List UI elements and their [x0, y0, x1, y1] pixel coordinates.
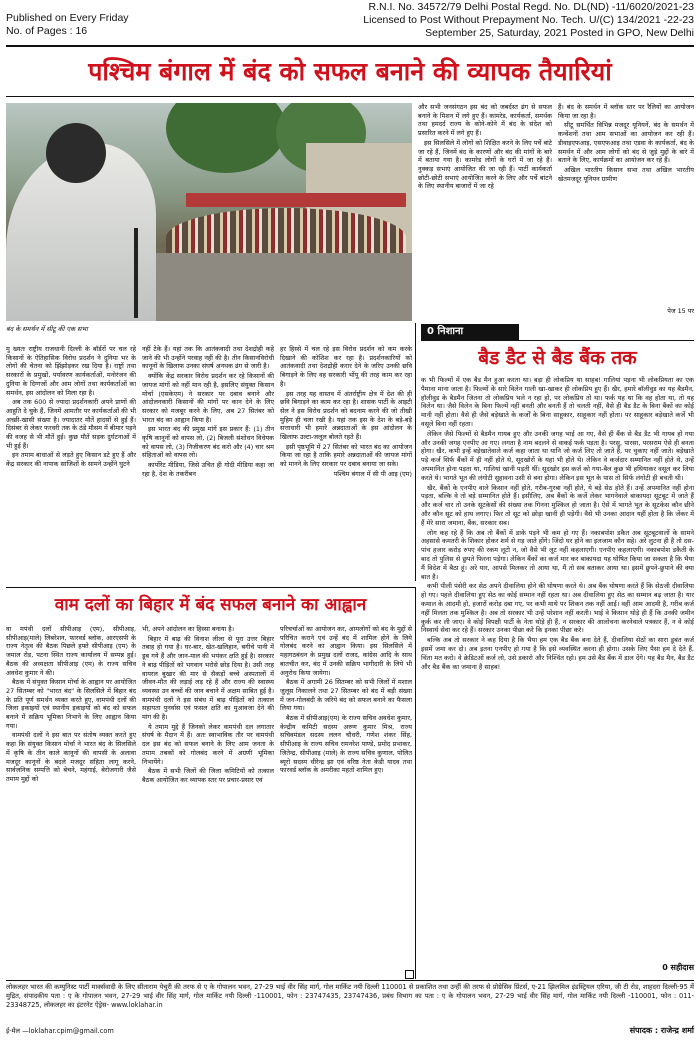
second-column-2 — [142, 625, 274, 975]
column-para: लेकिन जैसे फिल्मों से बैडमैन गायब हुए और उनकी जगह भाई आ गए, वैसे ही बैंक से बैड डैट भी गायब हो गया और उनकी जगह एनपीए आ गए। लगता है नाम बदलने से वाकई फर्क पड़ता है। परसु, पारसा, परसराम ऐसे ही बनता होगा। खैर, कभी इन्हें बड़ेखातेवाले कर्ज कहा जाता था यानि जो कर्ज लिए तो जाते हैं, पर चुकाए नहीं जाते। बड़ेखाते पड़े कर्ज सिर्फ बैंकों में ही नहीं होते थे, सूदखोरों के यहां भी होते थे। लेकिन वे कर्जदार सम्मानित नहीं होते थे, उन्हें अपमानित होना पड़ता था, गालियां खानी पड़ती थीं। सूदखोर इस कर्ज को गया-बैल कुछ भी हथियाकर वसूल कर लिया करते थे। भागते भूत की लंगोटी सुहावना उसी से बना होगा। लेकिन इस भूत के पास तो सिर्फ लंगोटी ही बचती थी। — [421, 429, 694, 482]
column-para: क भी फिल्मों में एक बैड मैन हुआ करता था। बड़ा ही लोकप्रिय था साहब! गालियां पड़ना भी लोकप्रियता का एक पैमाना माना जाता है। फिल्मों के सारे विलेन गाली खा-खाकर ही लोकप्रिय हुए हैं। खैर, हमारे बॉलीवुड का यह बैडमैन, हॉलीवुड के बैडमैन जितना तो लोकप्रिय भले न रहा हो, पर लोकप्रिय तो था। फर्क यह था कि वह होता था, तो यह विलेन था। जैसे विलेन के बिना फिल्में नहीं बनती और बनती हैं तो चलती नहीं, वैसे ही बैड डैट के बिना बैंकों का कोई मानी नहीं होता। वैसे ही जैसे बड़ेखाते के कर्जों के बिना साहूकार, साहूकार नहीं होता। पर साहूकार बड़ेखाते कर्जे भी वसूले बिना नहीं रहता। — [421, 376, 694, 428]
column-kicker: 0 निशाना — [421, 324, 519, 340]
second-col2-para: बैठक में सभी जिलों की जिला कमिटियों को तत्काल बैठक आयोजित कर व्यापक स्तर पर प्रचार-प्रसार एवं — [142, 767, 274, 784]
lead-col3-para: इस तरह यह वास्तव में अंतर्राष्ट्रीय क्षेत्र में देश की ही छवि बिगाड़ने का काम कर रहा है। शासक पार्टी के आइटी सेल ने इस विरोध प्रदर्शन को बदनाम करने की जो तीखी मुहिम ही चला रखी है। यहां तक इस के देश के बड़े-बड़े सत्ताधारी भी हमारे अन्नदाताओं के इस आंदोलन के खिलाफ उल्टा-जलूल बोलते रहते हैं। — [280, 389, 412, 442]
issue-date: September 25, Saturday, 2021 Posted in GPO, New Delhi — [425, 27, 694, 39]
column-para: लोग कह रहे हैं कि अब तो बैंकों में डाके पड़ने भी कम हो गए हैं। नकाबपोश डकैत अब सूटबूटवालों के सामने अहसासे कमतरी के शिकार होकर शर्म से गड़ जाते होंगे। जिंदो घर होने का इलजाम कौन सहे। अरे लुटना ही है तो दस-पांच हजार करोड़ रुपए की रकम लूटो न, जो वैसे भी लूट नहीं कहलाएगी। एनपीए कहलाएगी। नकाबपोश डकैती के बाद तो पुलिस से छुपते फिरना पड़ेगा। लेकिन बैंकों का कर्ज मार कर बाकायदा यह घोषित किया जा सकता है कि भैया मैं विदेश में बैठा हूं। अरे यार, आपसे मिलकर तो आया था, मैं तो सब बताकर आया था। इसमें छुपने-छुपाने की क्या बात है। — [421, 528, 694, 581]
page-count: No. of Pages : 16 — [6, 25, 88, 37]
column-divider — [415, 323, 416, 581]
column-para: खैर, बैंकों के एनपीए वाले किसान नहीं होते, गरीब-गुरबा नहीं होते, ये बड़े सेठ होते हैं। उन्हें अपमानित नहीं होना पड़ता, बल्कि वे तो बड़े सम्मानित होते हैं। इसीलिए, अब बैंकों के कर्जे लेकर भागनेवाले बाकायदा सूटबूट में जाते हैं और कर्ज चार तो उनके सूटकेसों की संख्या तक गिनना मुश्किल हो जाता है। ऐसे में भागते भूत के सूटकेस कौन छीने और कौन सूट को हाथ लगाए। फिर तो सूट को छोड़ा खानी ही पड़ेगी। वैसे भी उनका आदान यहीं होता है कि जेंकर में हैं मेरे सारा जमाना, बैंक, सरकार सब। — [421, 483, 694, 527]
masthead-left — [6, 12, 129, 38]
lead-col4-para: इस सिलसिले में लोगों को शिक्षित करने के लिए पर्चे बांटे जा रहे हैं, जिनमें बंद के कारणों और बंद की मांगों के बारे में बताया गया है। कामरेड लोगों के घरों में जा रहे हैं। नुक्कड़ सभाएं आयोजित की जा रही हैं। पार्टी कार्यकर्ता छोटी-छोटी सभाएं आयोजित करने के लिए और पर्चे बांटने के लिए स्थानीय बाजारों में जा रहे — [418, 138, 552, 191]
speaker-head-shape — [46, 123, 106, 183]
lead-col4-para: और सभी जनसंगठन इस बंद को जबर्दस्त ढंग से सफल बनाने के मिशन में लगे हुए हैं। कामरेड, कार्यकर्ता, समर्थक तथा हमदर्द राज्य के कोने-कोने में बंद के संदेश को प्रसारित करने में लगे हुए हैं। — [418, 103, 552, 138]
column-para: कभी पीली पंसेरी कर सेठ अपने दीवालिया होने की घोषणा करते थे। अब बैंक घोषणा करते हैं कि सेठजी दीवालिया हो गए। पहले दीवालिया हुए सेठ का कोई सम्मान नहीं रहता था। अब दीवालिया हुए सेठ का सम्मान बढ़ जाता है। यार कमाल के आदमी हो, हजारों करोड़ दबा गए, पर कभी माथे पर शिकन तक नहीं आई। वहीं आम आदमी है, गरीब कर्ज नहीं मिलता तक मुश्किल है। अब तो सरकार भी उन्हें परेशान नहीं करती। भाई वे किसान थोड़े ही हैं कि उनकी जमीन कुर्क कर ली जाए। वे कोई विपक्षी पार्टी के नेता थोड़े ही हैं, न सरकार की आलोचना करनेवाले पत्रकार हैं, न वे कोई निस्वार्थ सेवा कर रहे हैं। सरकार उनका पीछा करे कि इनका पीछा करे। — [421, 582, 694, 635]
rally-photo — [6, 103, 412, 321]
second-col1-para: बैठक में संयुक्त किसान मोर्चा के आह्वान पर आयोजित 27 सितम्बर को "भारत बंद" के सिलसिले में बिहार बंद के प्रति पूर्ण समर्थन व्यक्त करते हुए, वामपंथी दलों की जिला इकाइयों एवं स्थानीय इकाइयों को बंद को सफल बनाने में सक्रिय भूमिका निभाने के लिए आह्वान किया गया। — [6, 678, 136, 730]
lead-col5-para: सीटू समर्थित विभिन्न मजदूर यूनियनें, बंद के समर्थन में कन्वेंशनों तथा आम सभाओं का आयोजन कर रही हैं। डीवाइएफआइ, एसएफआइ तथा एडवा के कार्यकर्ता, बंद के समर्थन में और आम लोगों को बंद से जुड़े मुद्दों के बारे में बताने के लिए, कार्यक्रमों का आयोजन कर रहे हैं। — [558, 121, 694, 165]
column-divider — [415, 587, 416, 979]
lead-col2-para: इस भारत बंद की प्रमुख मांगें इस प्रकार हैं: (1) तीन कृषि कानूनों को वापस लो, (2) बिजली संशोधन विधेयक को वापस लो, (3) निजीकरण बंद करो और (4) चार श्रम संहिताओं को वापस लो। — [142, 425, 274, 460]
lead-headline: पश्चिम बंगाल में बंद को सफल बनाने की व्यापक तैयारियां — [88, 57, 612, 86]
headline-divider — [6, 96, 694, 97]
second-col1-para: वामपंथी दलों ने इस बात पर संतोष व्यक्त करते हुए कहा कि संयुक्त किसान मोर्चा ने भारत बंद के सिलसिले में कृषि के तीन काले कानूनों की वापसी के अलावा मजदूर कानूनों के बदले मजदूर संहिता लागू करने, सार्वजनिक सम्पत्ति को बेचने, महंगाई, बेरोजगारी जैसे तमाम मुद्दों को — [6, 731, 136, 783]
second-col2-para: भी, अपने आंदोलन का हिस्सा बनाया है। — [142, 625, 235, 633]
column-body — [421, 376, 694, 976]
column-headline: बैड डैट से बैड बैंक तक — [478, 347, 637, 369]
second-column-3 — [280, 625, 412, 975]
lead-col1-para: इन तमाम बाधाओं से लड़ते हुए किसान डटे हुए हैं और केंद्र सरकार की नापाक साजिशों के सामने उन्होंने घुटने — [6, 451, 136, 469]
masthead-right — [363, 1, 694, 40]
lead-column-5 — [558, 103, 694, 318]
lead-col1-para: मु ख्यतः राष्ट्रीय राजधानी दिल्ली के बॉर्डरों पर चल रहे किसानों के ऐतिहासिक विरोध प्रदर्शन ने दुनिया भर के लोगों की चेतना को झिंझोड़कर रख दिया है। राष्ट्रों तथा सरकारों के प्रमुखों, पर्यावरण कार्यकर्ताओं, मनोरंजन की दुनिया के दिग्गजों और आम लोगों तथा कार्यकर्ताओं का समर्थन, इस आंदोलन को मिला रहा है। — [6, 345, 136, 397]
photo-caption: बंद के समर्थन में सीटू की एक सभा — [6, 325, 88, 333]
banner-shape — [186, 193, 406, 207]
lead-column-4 — [418, 103, 552, 318]
second-col2-para: बिहार में बाढ़ की विनाश लीला से पूरा उत्तर बिहार तबाह हो गया है। घर-बार, खेत-खलिहान, बगीचे पानी में डूब गये हैं और जान-माल की भयंकर क्षति हुई है। सरकार ने बाढ़ पीड़ितों को भगवान भरोसे छोड़ दिया है। उसी तरह वायरल बुखार की मार से सैकड़ों बच्चे अस्पतालों में जीवन-मौत की लड़ाई लड़ रहे हैं और राज्य की स्वास्थ्य व्यवस्था उन बच्चों की जान बचाने में अक्षम साबित हुई है। वामपंथी दलों ने इस संबंध में बाढ़ पीड़ितों को तत्काल सहायता पुनर्वास एवं फसल क्षति का मुआवजा देने की मांग की है। — [142, 634, 274, 722]
lead-col2-para: कार्पोरेट मीडिया, जिसे उचित ही गोदी मीडिया कहा जा रहा है, देश के तकरीबन — [142, 461, 274, 478]
column-signature: 0 सहीदास — [662, 963, 694, 972]
continued-note: पेज 15 पर — [667, 307, 694, 315]
column-para: बल्कि अब तो सरकार ने कह दिया है कि भैया हम एक बैड बैंक बना देते हैं, दीवालिया सेठों का सारा डूबंत कर्ज इसमें जमा कर दो। अब इतना एनपीए हो गया है कि इसे व्यवस्थित करना ही होगा। उसके लिए पैसा हम दे देते हैं, चिंता मत करो। वे क्रेडिटओं कर्ज लो, उसे डकारो और निश्चिंत रहो। हम उसे बैड बैंक में डाल देंगे। यह बैड मैन, बैड डैट और बैड बैंक का जमाना है साहब! — [421, 636, 694, 671]
second-column-1 — [6, 625, 136, 975]
lead-col2-para: क्योंकि केंद्र सरकार विरोध प्रदर्शन कर रहे किसानों की जायज मांगों को नहीं मान रही है, इसलिए संयुक्त किसान मोर्चा (एसकेएम) ने सरकार पर दबाव बनाने और आंदोलनकारी किसानों की मांगों पर कान देने के लिए सरकार को मजबूर करने के लिए, अब 27 सितंबर को भारत बंद का आह्वान किया है। — [142, 372, 274, 424]
second-col3-para: परिचर्चाओं का आयोजन कर, आमलोगों को बंद के मुद्दों से परिचित कराने एवं उन्हें बंद में शामिल होने के लिये गोलबंद करने का आह्वान किया। इस सिलसिले में महागठबंधन के प्रमुख दलों राजद, कांग्रेस आदि के साथ बातचीत कर, बंद में उनकी सक्रिय भागीदारी के लिये भी अनुरोध किया जायेगा। — [280, 625, 412, 677]
second-col1-para: वा मपंथी दलों सीपीआइ (एम), सीपीआइ, सीपीआइ(माले) लिबरेशन, फारवर्ड ब्लॉक, आरएसपी के राज्य नेतृत्व की बैठक पिछले हफ्ते सीपीआइ (एम) के जमाल रोड, पटना स्थित राज्य कार्यालय में सम्पन्न हुई। बैठक की अध्यक्षता सीपीआइ (एम) के राज्य सचिव अवधेश कुमार ने की। — [6, 625, 136, 677]
footer-imprint: लोकलहर भारत की कम्युनिस्ट पार्टी मार्क्सवादी के लिए सीताराम येचुरी की तरफ से ए के गोपालन भवन, 27-29 भाई वीर सिंह मार्ग, गोल मार्किट नयी दिल्ली 110001 से प्रकाशित तथा उन्हीं की तरफ से प्रोग्रेसिव प्रिंटर्स, ए-21 झिलमिल इंडस्ट्रियल एरिया, जी टी रोड, शाहदरा दिल्ली-95 में मुद्रित, संपादकीय पता : ए के गोपालन भवन, 27-29 भाई वीर सिंह मार्ग, गोल मार्किट नयी दिल्ली -110001, फोन : 23747435, 23747436, प्रबंध विभाग का पता : ए के गोपालन भवन, 27-29 भाई वीर सिंह मार्ग, गोल मार्किट नयी दिल्ली -110001, फोन : 011-23348725, लोकलहर का इंटरनेट ऐड्रेस- www.loklahar.in — [6, 983, 694, 1009]
lead-column-2 — [142, 345, 274, 583]
lead-col1-para: अब तक 600 से ज्यादा प्रदर्शनकारी अपने प्राणों की आहुति दे चुके हैं, जिनमें आमतौर पर कार्यकर्ताओं की भी अच्छी-खासी संख्या है। ज्यादातर मौतें हादसों से हुई हैं। दिसंबर से लेकर फरवरी तक के ठंडे मौसम में बीमार पड़ने की वजह से भी मौतें हुई। कुछ मौतें सड़क दुर्घटनाओं में भी हुई हैं। — [6, 398, 136, 450]
second-col3-para: बैठक में सीपीआइ(एम) के राज्य सचिव अवधेश कुमार, केन्द्रीय कमिटी सदस्य अरुण कुमार मिश्र, राज्य सचिवमंडल सदस्य ललन चौधरी, गणेश शंकर सिंह, सीपीआइ के राज्य सचिव रामनरेश पाण्डे, प्रमोद प्रभाकर, जितेन्द्र, सीपीआइ (माले) के राज्य सचिव कुणाल, पोलित ब्यूरो सदस्य धीरेन्द्र झा एवं वरिष्ठ नेता केडी यादव तथा फारवर्ड ब्लॉक के अमरीका महतो शामिल हुए। — [280, 714, 412, 775]
lead-col3-para: इसी पृष्ठभूमि में 27 सितंबर को भारत बंद का आयोजन किया जा रहा है ताकि हमारे अन्नदाताओं की जायज मांगों को मानने के लिए सरकार पर दबाव बनाया जा सके। — [280, 442, 412, 469]
second-story-rule — [6, 587, 415, 588]
lead-column-1 — [6, 345, 136, 583]
postal-licence: Licensed to Post Without Prepayment No. Tech. U/(C) 134/2021 -22-23 — [363, 14, 694, 26]
second-col2-para: ये तमाम मुद्दे हैं जिनको लेकर वामपंथी दल लगातार संघर्ष के मैदान में हैं। अतः स्वाभाविक तौर पर वामपंथी दल इस बंद को सफल बनाने के लिए आम जनता के तमाम तबकों को गोलबंद करने में अग्रणी भूमिका निभायेंगे। — [142, 722, 274, 766]
lead-col5-para: हैं। बंद के समर्थन में ब्लॉक स्तर पर रैलियों का आयोजन किया जा रहा है। — [558, 103, 694, 120]
second-col3-para: बैठक में अगामी 26 सितम्बर को सभी जिलों में मशाल जुलूस निकालने तथा 27 सितम्बर को बंद में बड़ी संख्या में जन-गोलबंदी के जरिये बंद को सफल बनाने का फैसला लिया गया। — [280, 678, 412, 713]
tree-shape — [166, 103, 286, 173]
second-headline: वाम दलों का बिहार में बंद सफल बनाने का आह्वान — [54, 595, 367, 615]
footer-email: ई-मेल —loklahar.cpim@gmail.com — [6, 1027, 114, 1035]
published-frequency: Published on Every Friday — [6, 12, 129, 24]
lead-col2-para: नहीं टेके हैं। यहां तक कि आतंकवादी तथा देशद्रोही कहे जाने की भी उन्होंने परवाह नहीं की है। तीन किसानविरोधी कानूनों के खिलाफ उनका संघर्ष अनथक ढंग से जारी है। — [142, 345, 274, 371]
registration-number: R.N.I. No. 34572/79 Delhi Postal Regd. No. DL(ND) -11/6020/2021-23 — [368, 1, 694, 13]
microphone-stand — [134, 228, 138, 318]
footer-editor: संपादक : राजेन्द्र शर्मा — [629, 1026, 694, 1035]
lead-column-3 — [280, 345, 412, 583]
footer-rule — [6, 980, 694, 981]
lead-col3-para: पश्चिम बंगाल में सी पी आइ (एम) — [333, 469, 412, 478]
end-mark-icon — [405, 970, 414, 979]
masthead-divider — [6, 45, 694, 47]
lead-col3-para: हर हिस्से में चल रहे इस विरोध प्रदर्शन को कम करके दिखाने की कोशिश कर रहा है। प्रदर्शनकारियों को आतंकवादी तथा देशद्रोही करार देने के जरिए उनकी छवि बिगाड़ने के लिए वह सरकारी भोंपू की तरह काम कर रहा है। — [280, 345, 412, 388]
column-kicker-rule — [421, 340, 694, 341]
lead-col5-para: अखिल भारतीय किसान सभा तथा अखिल भारतीय खेतमजदूर यूनियन ग्रामीण — [558, 165, 694, 183]
